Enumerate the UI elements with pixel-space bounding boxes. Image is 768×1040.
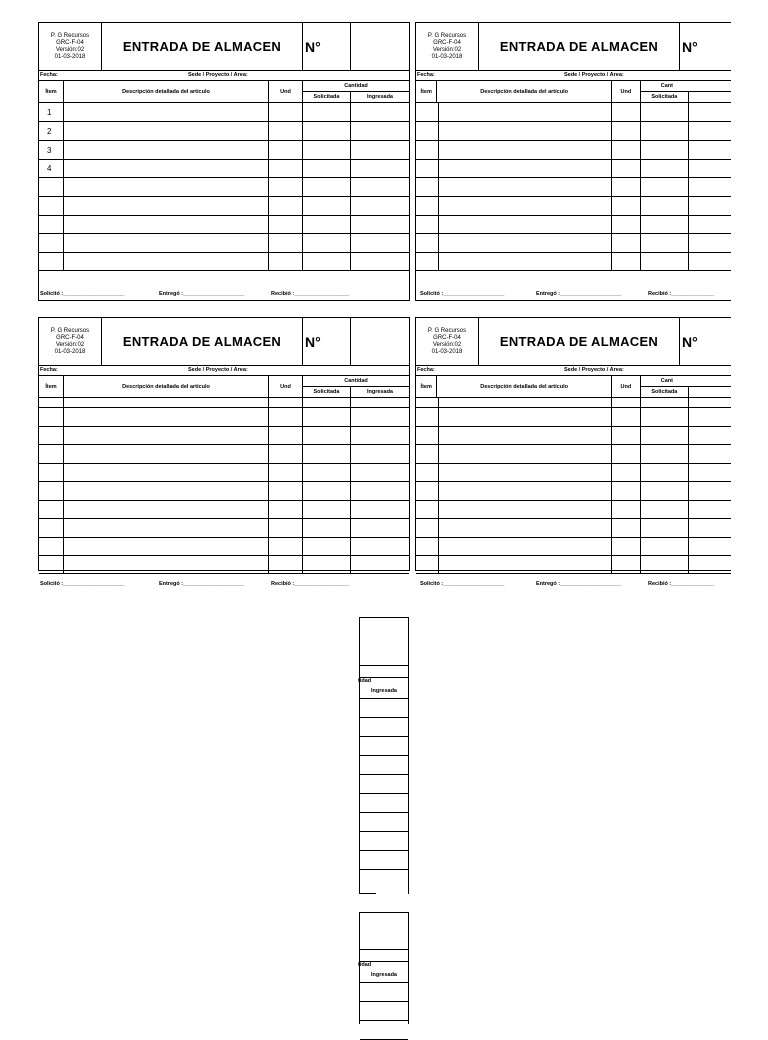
table-row[interactable] (39, 538, 409, 556)
solicito-label: Solicitó :____________________ (40, 291, 125, 297)
form-top-right (415, 22, 731, 301)
fecha-label: Fecha: (40, 72, 58, 78)
number-label: N° (303, 318, 351, 365)
table-row[interactable] (39, 482, 409, 501)
table-row[interactable] (416, 556, 731, 574)
table-row[interactable] (416, 445, 731, 464)
table-row[interactable] (416, 103, 731, 122)
table-header (39, 81, 409, 103)
entrego-label: Entregó :____________________ (159, 291, 245, 297)
number-box[interactable] (351, 318, 409, 365)
table-row[interactable] (39, 234, 409, 253)
org-name: P. G Recursos (50, 32, 90, 39)
col-ingresada: Ingresada (367, 94, 393, 100)
fragment-cantidad-label: tidad (358, 678, 372, 684)
table-row[interactable] (416, 408, 731, 427)
col-und: Und (269, 81, 303, 102)
form-meta: P. G Recursos GRC-F-04 Versión:02 01-03-2018 (416, 318, 479, 365)
form-top-left (38, 22, 410, 301)
table-row[interactable] (416, 464, 731, 482)
form-header (39, 23, 409, 71)
table-row[interactable] (416, 538, 731, 556)
sede-label: Sede / Proyecto / Area: (188, 72, 248, 78)
col-desc: Descripción detallada del artículo (64, 81, 269, 102)
table-row[interactable] (39, 464, 409, 482)
table-row[interactable]: 3 (39, 141, 409, 160)
form-header (416, 23, 731, 71)
table-header: Ítem Descripción detallada del artículo Und Cant Solicitada (416, 81, 731, 103)
table-row[interactable]: 2 (39, 122, 409, 141)
signature-footer: Solicitó :____________________ Entregó :____________________ Recibió :______________ (420, 581, 715, 587)
table-header: Ítem Descripción detallada del artículo Und Cantidad Solicitada Ingresada (39, 376, 409, 398)
number-box[interactable] (351, 23, 409, 70)
number-label: N° (303, 23, 351, 70)
form-mid-right (415, 317, 731, 587)
table-row[interactable] (416, 519, 731, 538)
form-fragment-2: tidad Ingresada (359, 912, 409, 1024)
table-row[interactable] (39, 445, 409, 464)
form-title: ENTRADA DE ALMACEN (479, 23, 680, 70)
form-fragment-1 (359, 617, 409, 894)
info-row (39, 71, 409, 81)
form-meta (39, 23, 102, 70)
form-title: ENTRADA DE ALMACEN (102, 318, 303, 365)
signature-footer: Solicitó :____________________ Entregó :____________________ Recibió :______________ (420, 291, 715, 297)
form-mid-left (38, 317, 410, 587)
signature-footer: Solicitó :____________________ Entregó :____________________ Recibió :__________________ (40, 581, 350, 587)
cantidad-label: Cantidad (303, 81, 409, 92)
number-label: N° (682, 38, 698, 55)
table-row[interactable] (416, 234, 731, 253)
table-row[interactable] (416, 197, 731, 216)
fragment-number-box (360, 913, 408, 950)
table-row[interactable] (39, 197, 409, 216)
table-row[interactable] (416, 122, 731, 141)
table-row[interactable] (39, 556, 409, 574)
info-row: Fecha: Sede / Proyecto / Area: (416, 71, 731, 81)
table-row[interactable]: 4 (39, 160, 409, 178)
form-title: ENTRADA DE ALMACEN (479, 318, 680, 365)
table-row[interactable] (39, 178, 409, 197)
table-row[interactable] (39, 427, 409, 445)
table-row[interactable] (416, 160, 731, 178)
table-row[interactable] (416, 253, 731, 271)
table-row[interactable] (416, 501, 731, 519)
col-solicitada: Solicitada (303, 92, 351, 102)
table-row[interactable] (39, 501, 409, 519)
table-row[interactable] (39, 216, 409, 234)
table-row[interactable] (39, 398, 409, 408)
fragment-ingresada-label: Ingresada (359, 688, 408, 699)
form-date: 01-03-2018 (54, 53, 86, 60)
table-row[interactable] (39, 253, 409, 271)
table-row[interactable] (39, 519, 409, 538)
form-header (39, 318, 409, 366)
table-header: Ítem Descripción detallada del artículo Und Cant Solicitada (416, 376, 731, 398)
signature-footer (39, 271, 409, 301)
table-row[interactable] (39, 408, 409, 427)
info-row: Fecha: Sede / Proyecto / Area: (39, 366, 409, 376)
col-item: Ítem (39, 81, 64, 102)
table-row[interactable] (416, 178, 731, 197)
table-row[interactable] (416, 216, 731, 234)
form-title: ENTRADA DE ALMACEN (102, 23, 303, 70)
table-row[interactable] (416, 141, 731, 160)
number-label: N° (682, 333, 698, 350)
form-code: GRC-F-04 (56, 39, 84, 46)
form-meta: P. G Recursos GRC-F-04 Versión:02 01-03-2018 (416, 23, 479, 70)
info-row: Fecha: Sede / Proyecto / Area: (416, 366, 731, 376)
form-meta: P. G Recursos GRC-F-04 Versión:02 01-03-2018 (39, 318, 102, 365)
table-row[interactable] (416, 427, 731, 445)
table-row[interactable] (416, 482, 731, 501)
table-row[interactable] (416, 398, 731, 408)
fragment-footer (360, 870, 408, 898)
fragment-number-box (360, 618, 408, 666)
col-cantidad (303, 81, 409, 102)
form-version: Versión:02 (55, 46, 85, 53)
table-row[interactable]: 1 (39, 103, 409, 122)
form-header (416, 318, 731, 366)
recibio-label: Recibió :__________________ (271, 291, 350, 297)
